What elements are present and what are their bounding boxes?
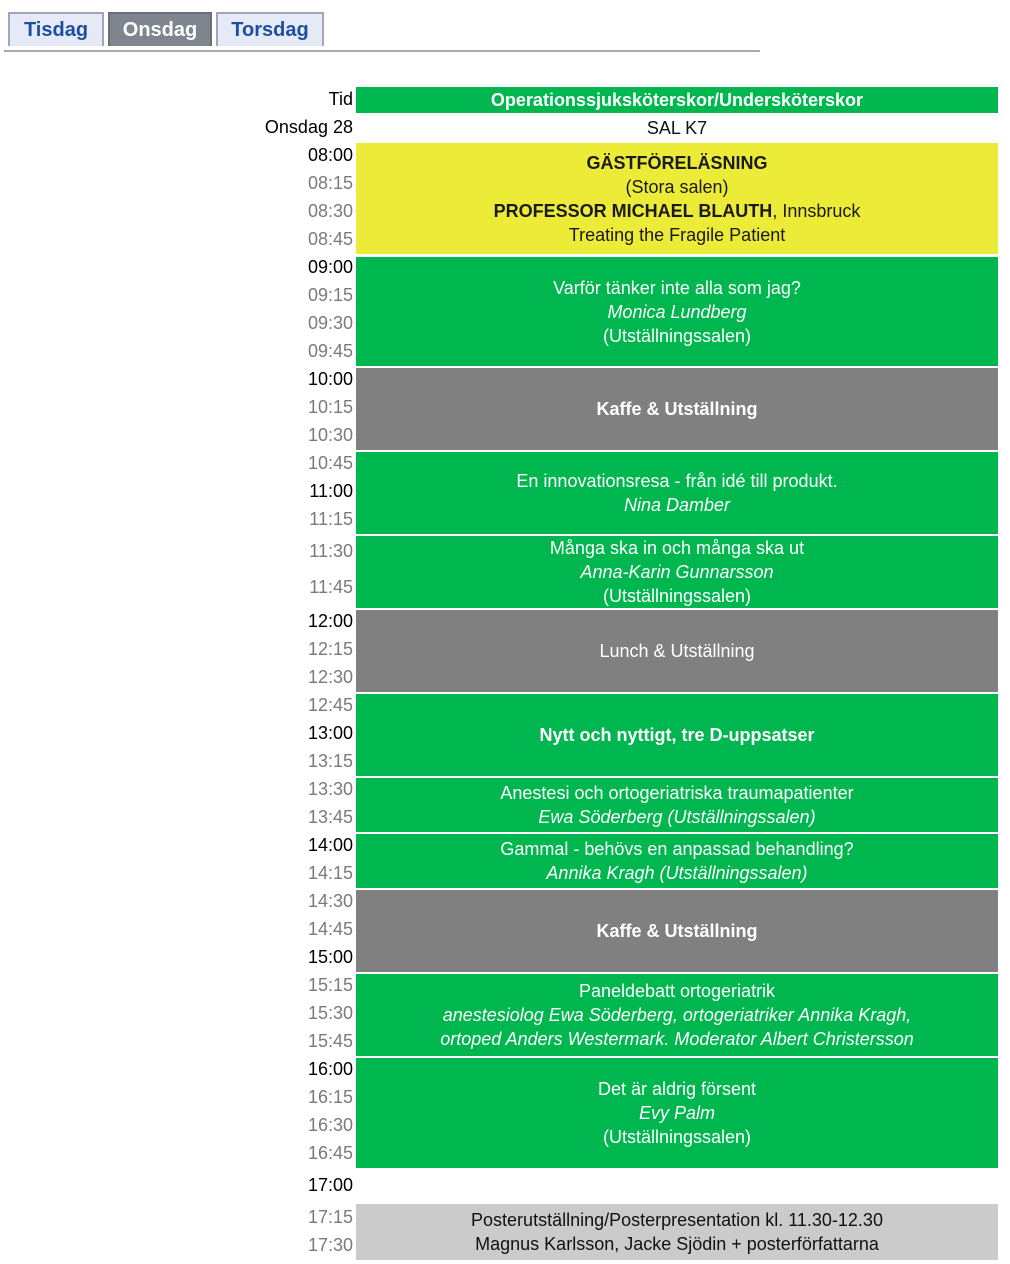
time-slot: 09:00 xyxy=(307,257,353,277)
time-slot: 16:15 xyxy=(307,1087,353,1107)
time-slot: 14:15 xyxy=(307,863,353,883)
time-slot: 08:15 xyxy=(307,173,353,193)
time-column-header: Tid xyxy=(328,89,353,109)
time-slot: 08:00 xyxy=(307,145,353,165)
time-slot: 11:00 xyxy=(309,481,353,501)
day-tab-bar xyxy=(4,0,760,52)
time-slot: 17:00 xyxy=(307,1175,353,1195)
session-1330: Anestesi och ortogeriatriska traumapatienter Ewa Söderberg (Utställningssalen) xyxy=(356,778,998,832)
time-slot: 16:00 xyxy=(307,1059,353,1079)
time-slot: 15:45 xyxy=(307,1031,353,1051)
time-slot: 11:45 xyxy=(309,577,353,597)
session-1400: Gammal - behövs en anpassad behandling? Annika Kragh (Utställningssalen) xyxy=(356,834,998,888)
session-coffee-break-2: Kaffe & Utställning xyxy=(356,890,998,972)
session-guest-lecture: GÄSTFÖRELÄSNING (Stora salen) PROFESSOR MICHAEL BLAUTH, Innsbruck Treating the Fragile Patient xyxy=(356,143,998,254)
time-slot: 15:00 xyxy=(307,947,353,967)
time-slot: 09:15 xyxy=(307,285,353,305)
time-slot: 09:30 xyxy=(307,313,353,333)
room-label: SAL K7 xyxy=(356,115,998,141)
time-slot: 08:45 xyxy=(307,229,353,249)
tab-onsdag[interactable]: Onsdag xyxy=(108,12,212,46)
time-slot: 15:15 xyxy=(307,975,353,995)
session-lunch: Lunch & Utställning xyxy=(356,610,998,692)
time-slot: 14:00 xyxy=(307,835,353,855)
time-slot: 12:15 xyxy=(307,639,353,659)
time-slot: 12:00 xyxy=(307,611,353,631)
time-slot: 10:00 xyxy=(307,369,353,389)
time-slot: 13:30 xyxy=(307,779,353,799)
tab-tisdag[interactable]: Tisdag xyxy=(8,12,104,46)
time-slot: 14:30 xyxy=(307,891,353,911)
session-poster: Posterutställning/Posterpresentation kl. 11.30-12.30 Magnus Karlsson, Jacke Sjödin + posterförfattarna xyxy=(356,1204,998,1260)
time-slot: 13:00 xyxy=(307,723,353,743)
time-slot: 12:45 xyxy=(307,695,353,715)
time-slot: 10:15 xyxy=(307,397,353,417)
session-1130: Många ska in och många ska ut Anna-Karin Gunnarsson (Utställningssalen) xyxy=(356,536,998,608)
session-panel-debate: Paneldebatt ortogeriatrik anestesiolog Ewa Söderberg, ortogeriatriker Annika Kragh, ortoped Anders Westermark. Moderator Albert Christersson xyxy=(356,974,998,1056)
session-1245: Nytt och nyttigt, tre D-uppsatser xyxy=(356,694,998,776)
time-slot: 15:30 xyxy=(307,1003,353,1023)
time-slot: 13:15 xyxy=(307,751,353,771)
tab-torsdag[interactable]: Torsdag xyxy=(216,12,324,46)
session-1600: Det är aldrig försent Evy Palm (Utställningssalen) xyxy=(356,1058,998,1168)
track-title: Operationssjuksköterskor/Undersköterskor xyxy=(356,87,998,113)
time-slot: 17:30 xyxy=(307,1235,353,1255)
time-slot: 14:45 xyxy=(307,919,353,939)
session-0900: Varför tänker inte alla som jag? Monica Lundberg (Utställningssalen) xyxy=(356,257,998,366)
time-slot: 12:30 xyxy=(307,667,353,687)
time-slot: 11:15 xyxy=(309,509,353,529)
day-label: Onsdag 28 xyxy=(264,117,353,137)
time-slot: 16:45 xyxy=(307,1143,353,1163)
time-slot: 11:30 xyxy=(309,541,353,561)
time-slot: 10:45 xyxy=(307,453,353,473)
session-1045: En innovationsresa - från idé till produkt. Nina Damber xyxy=(356,452,998,534)
time-slot: 08:30 xyxy=(307,201,353,221)
time-slot: 17:15 xyxy=(307,1207,353,1227)
time-slot: 16:30 xyxy=(307,1115,353,1135)
time-slot: 10:30 xyxy=(307,425,353,445)
session-coffee-break-1: Kaffe & Utställning xyxy=(356,368,998,450)
time-slot: 09:45 xyxy=(307,341,353,361)
time-slot: 13:45 xyxy=(307,807,353,827)
